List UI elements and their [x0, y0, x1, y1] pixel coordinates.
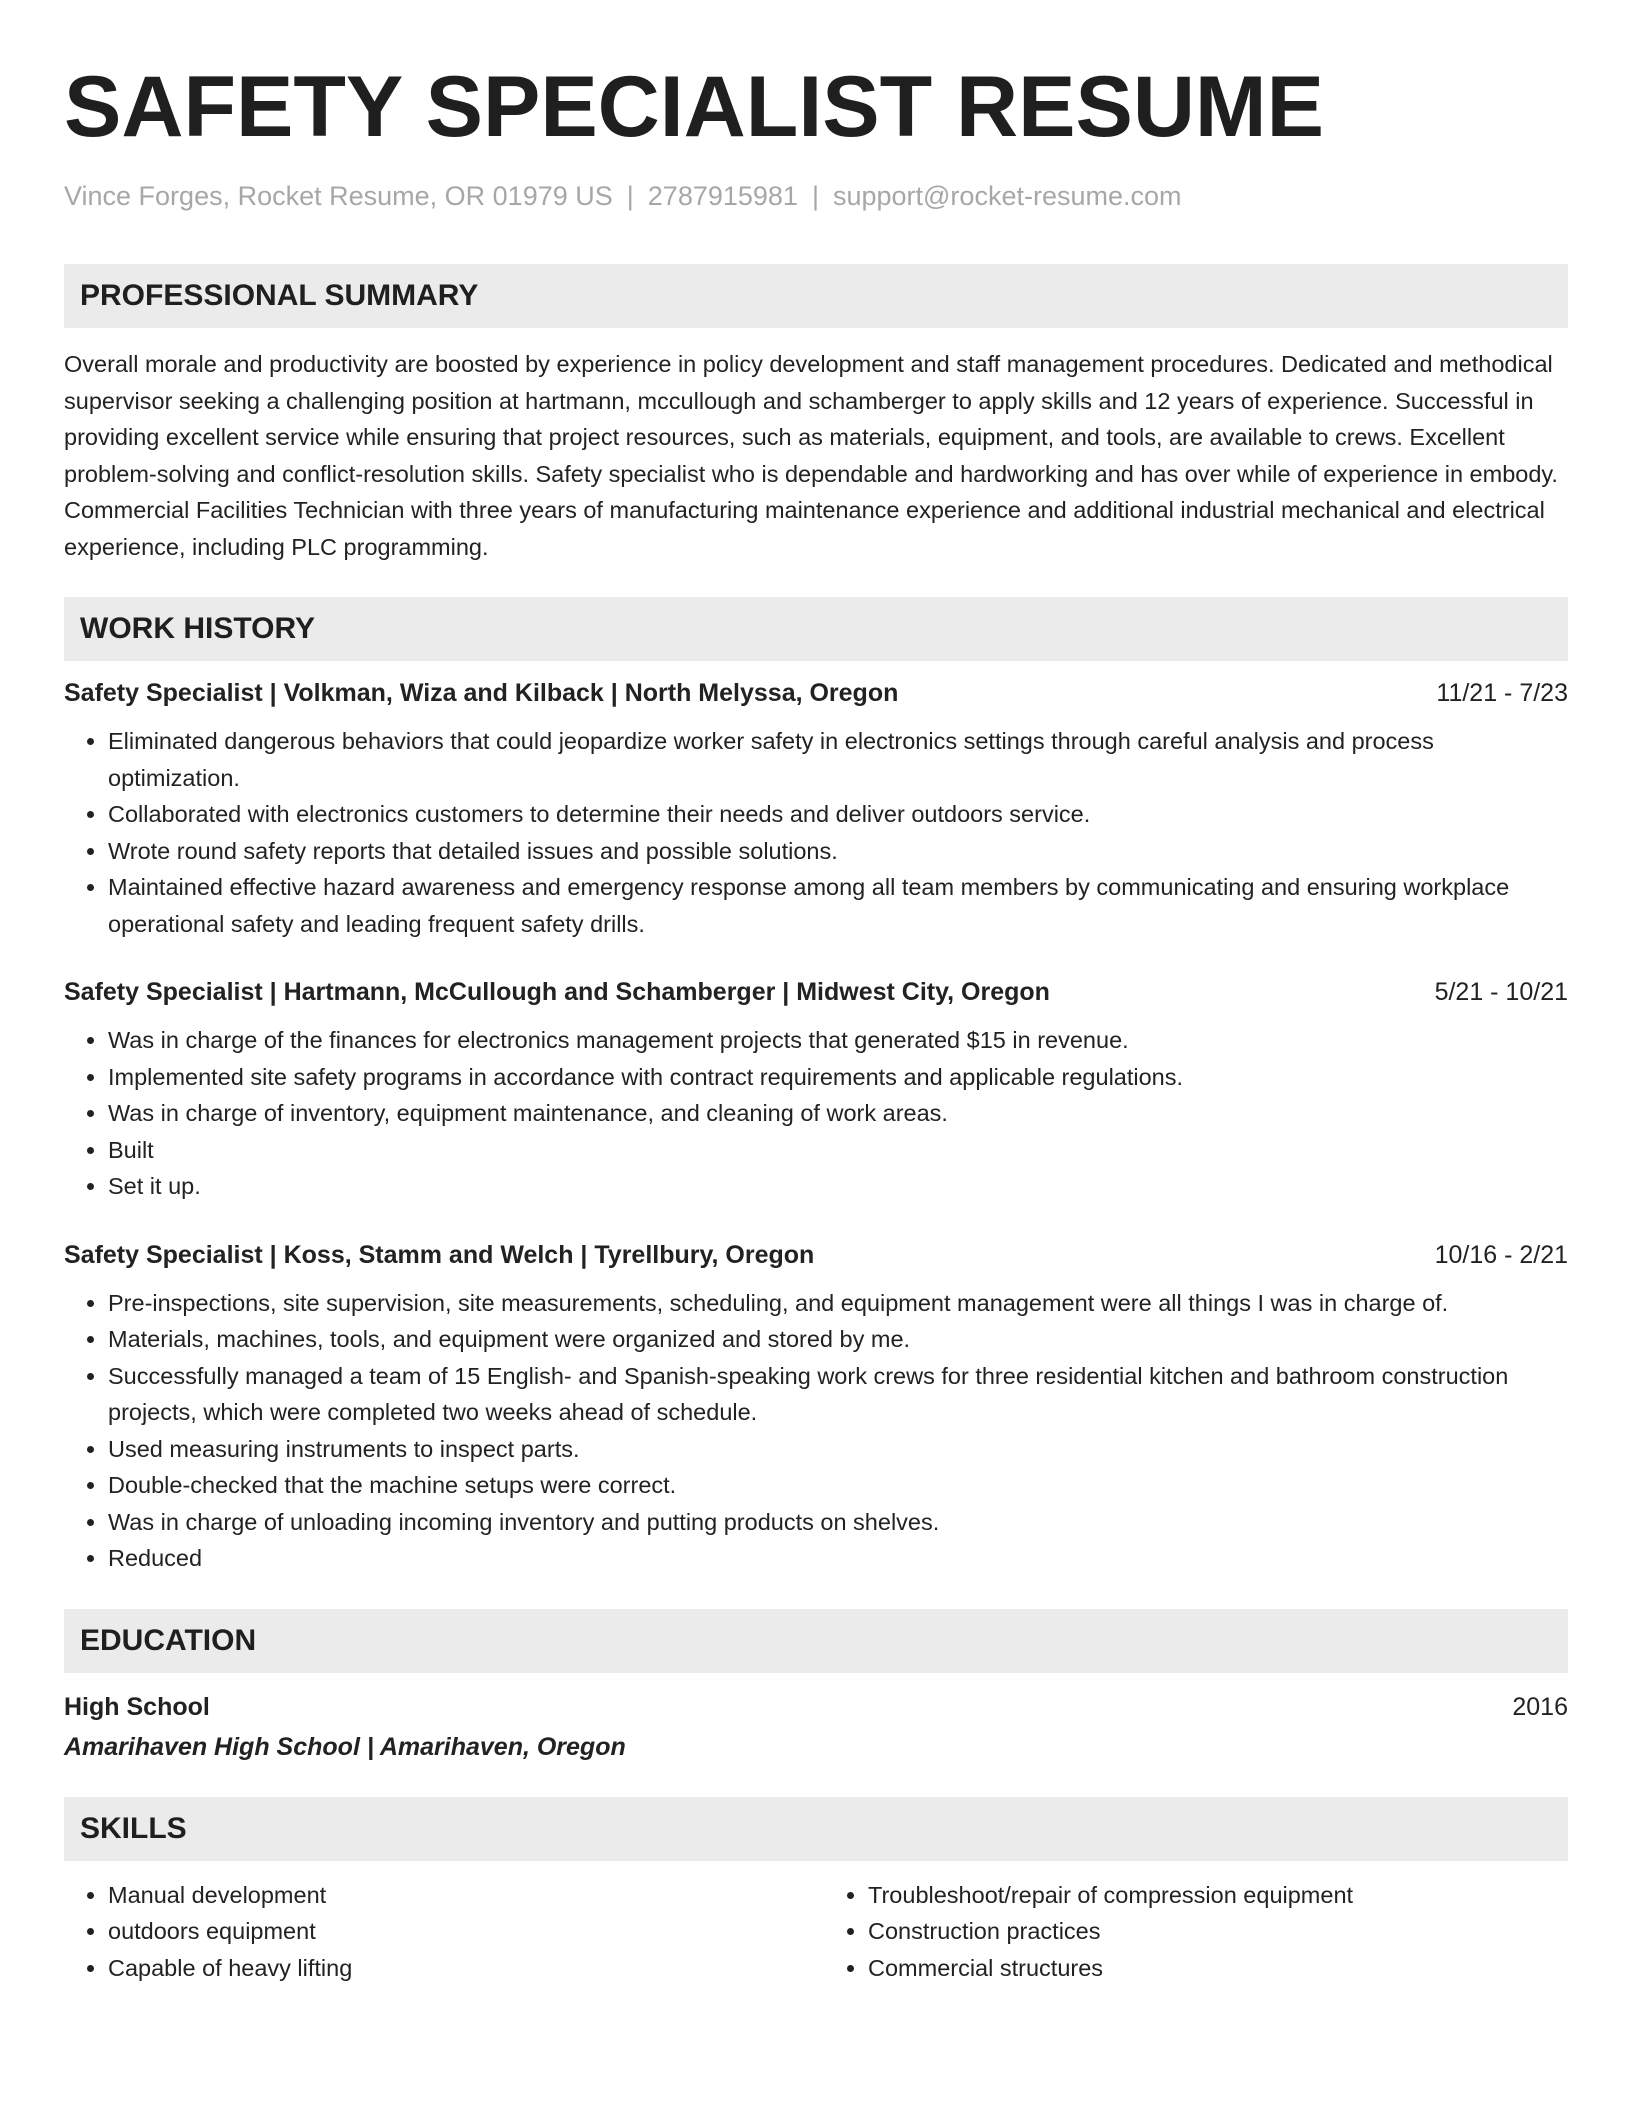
job-bullet: • Collaborated with electronics customers to determine their needs and deliver outdoors service. — [108, 796, 1568, 833]
job-bullet: • Built — [108, 1132, 1568, 1169]
job-header — [64, 976, 1568, 1008]
section-header-summary: PROFESSIONAL SUMMARY — [64, 264, 1568, 328]
job-bullets — [64, 1285, 1568, 1577]
contact-separator: | — [626, 181, 634, 211]
skill-item: • Troubleshoot/repair of compression equipment — [868, 1877, 1568, 1914]
section-header-education: EDUCATION — [64, 1609, 1568, 1673]
job-bullet: • Successfully managed a team of 15 English- and Spanish-speaking work crews for three residential kitchen and bathroom construction projects, which were completed two weeks ahead of schedule. — [108, 1358, 1568, 1431]
job-date: 5/21 - 10/21 — [1434, 978, 1568, 1007]
skill-item: • Capable of heavy lifting — [108, 1950, 816, 1987]
education-school: Amarihaven High School | Amarihaven, Oregon — [64, 1732, 626, 1761]
contact-separator: | — [811, 181, 819, 211]
job-header — [64, 1239, 1568, 1271]
job-bullet: • Implemented site safety programs in accordance with contract requirements and applicable regulations. — [108, 1059, 1568, 1096]
contact-phone: 2787915981 — [647, 181, 798, 211]
job-date: 10/16 - 2/21 — [1434, 1240, 1568, 1269]
job-bullet: • Set it up. — [108, 1168, 1568, 1205]
education-year: 2016 — [1512, 1692, 1568, 1721]
summary-text: Overall morale and productivity are boosted by experience in policy development and staff management procedures. Dedicated and methodical supervisor seeking a challenging position at hartmann, mccullough and schamberger to apply skills and 12 years of experience. Successful in providing excellent service while ensuring that project resources, such as materials, equipment, and tools, are available to crews. Excellent problem-solving and conflict-resolution skills. Safety specialist who is dependable and hardworking and has over while of experience in embody. Commercial Facilities Technician with three years of manufacturing maintenance experience and additional industrial mechanical and electrical experience, including PLC programming. — [64, 351, 1558, 560]
job-header — [64, 677, 1568, 709]
contact-line — [64, 180, 1568, 212]
job-bullet: • Was in charge of the finances for electronics management projects that generated $15 in revenue. — [108, 1022, 1568, 1059]
job-bullet: • Eliminated dangerous behaviors that could jeopardize worker safety in electronics settings through careful analysis and process optimization. — [108, 723, 1568, 796]
job-bullet: • Was in charge of inventory, equipment maintenance, and cleaning of work areas. — [108, 1095, 1568, 1132]
section-header-work-history: WORK HISTORY — [64, 597, 1568, 661]
resume-title: SAFETY SPECIALIST RESUME — [64, 59, 1324, 155]
job-bullet: • Used measuring instruments to inspect parts. — [108, 1431, 1568, 1468]
job-bullet: • Pre-inspections, site supervision, site measurements, scheduling, and equipment management were all things I was in charge of. — [108, 1285, 1568, 1322]
job-entry — [64, 677, 1568, 942]
job-bullet: • Materials, machines, tools, and equipment were organized and stored by me. — [108, 1321, 1568, 1358]
section-header-skills: SKILLS — [64, 1797, 1568, 1861]
contact-email: support@rocket-resume.com — [832, 181, 1182, 211]
skill-item: • outdoors equipment — [108, 1913, 816, 1950]
job-bullet: • Double-checked that the machine setups were correct. — [108, 1467, 1568, 1504]
job-title: Safety Specialist | Koss, Stamm and Welch | Tyrellbury, Oregon — [64, 1240, 815, 1269]
job-title: Safety Specialist | Hartmann, McCullough and Schamberger | Midwest City, Oregon — [64, 978, 1050, 1007]
job-bullet: • Was in charge of unloading incoming inventory and putting products on shelves. — [108, 1504, 1568, 1541]
job-entry — [64, 1239, 1568, 1577]
skill-item: • Commercial structures — [868, 1950, 1568, 1987]
education-degree: High School — [64, 1692, 210, 1721]
skills-column-left — [64, 1877, 816, 1987]
job-bullet: • Wrote round safety reports that detailed issues and possible solutions. — [108, 833, 1568, 870]
job-bullet: • Maintained effective hazard awareness and emergency response among all team members by communicating and ensuring workplace operational safety and leading frequent safety drills. — [108, 869, 1568, 942]
skills-list — [64, 1877, 1568, 1987]
skill-item: • Construction practices — [868, 1913, 1568, 1950]
job-bullet: • Reduced — [108, 1540, 1568, 1577]
job-bullets — [64, 1022, 1568, 1205]
skills-column-right — [816, 1877, 1568, 1987]
job-entry — [64, 976, 1568, 1205]
contact-address: Vince Forges, Rocket Resume, OR 01979 US — [64, 181, 613, 211]
job-title: Safety Specialist | Volkman, Wiza and Kilback | North Melyssa, Oregon — [64, 679, 899, 708]
job-bullets — [64, 723, 1568, 942]
job-date: 11/21 - 7/23 — [1436, 679, 1568, 708]
skill-item: • Manual development — [108, 1877, 816, 1914]
education-header — [64, 1691, 1568, 1723]
